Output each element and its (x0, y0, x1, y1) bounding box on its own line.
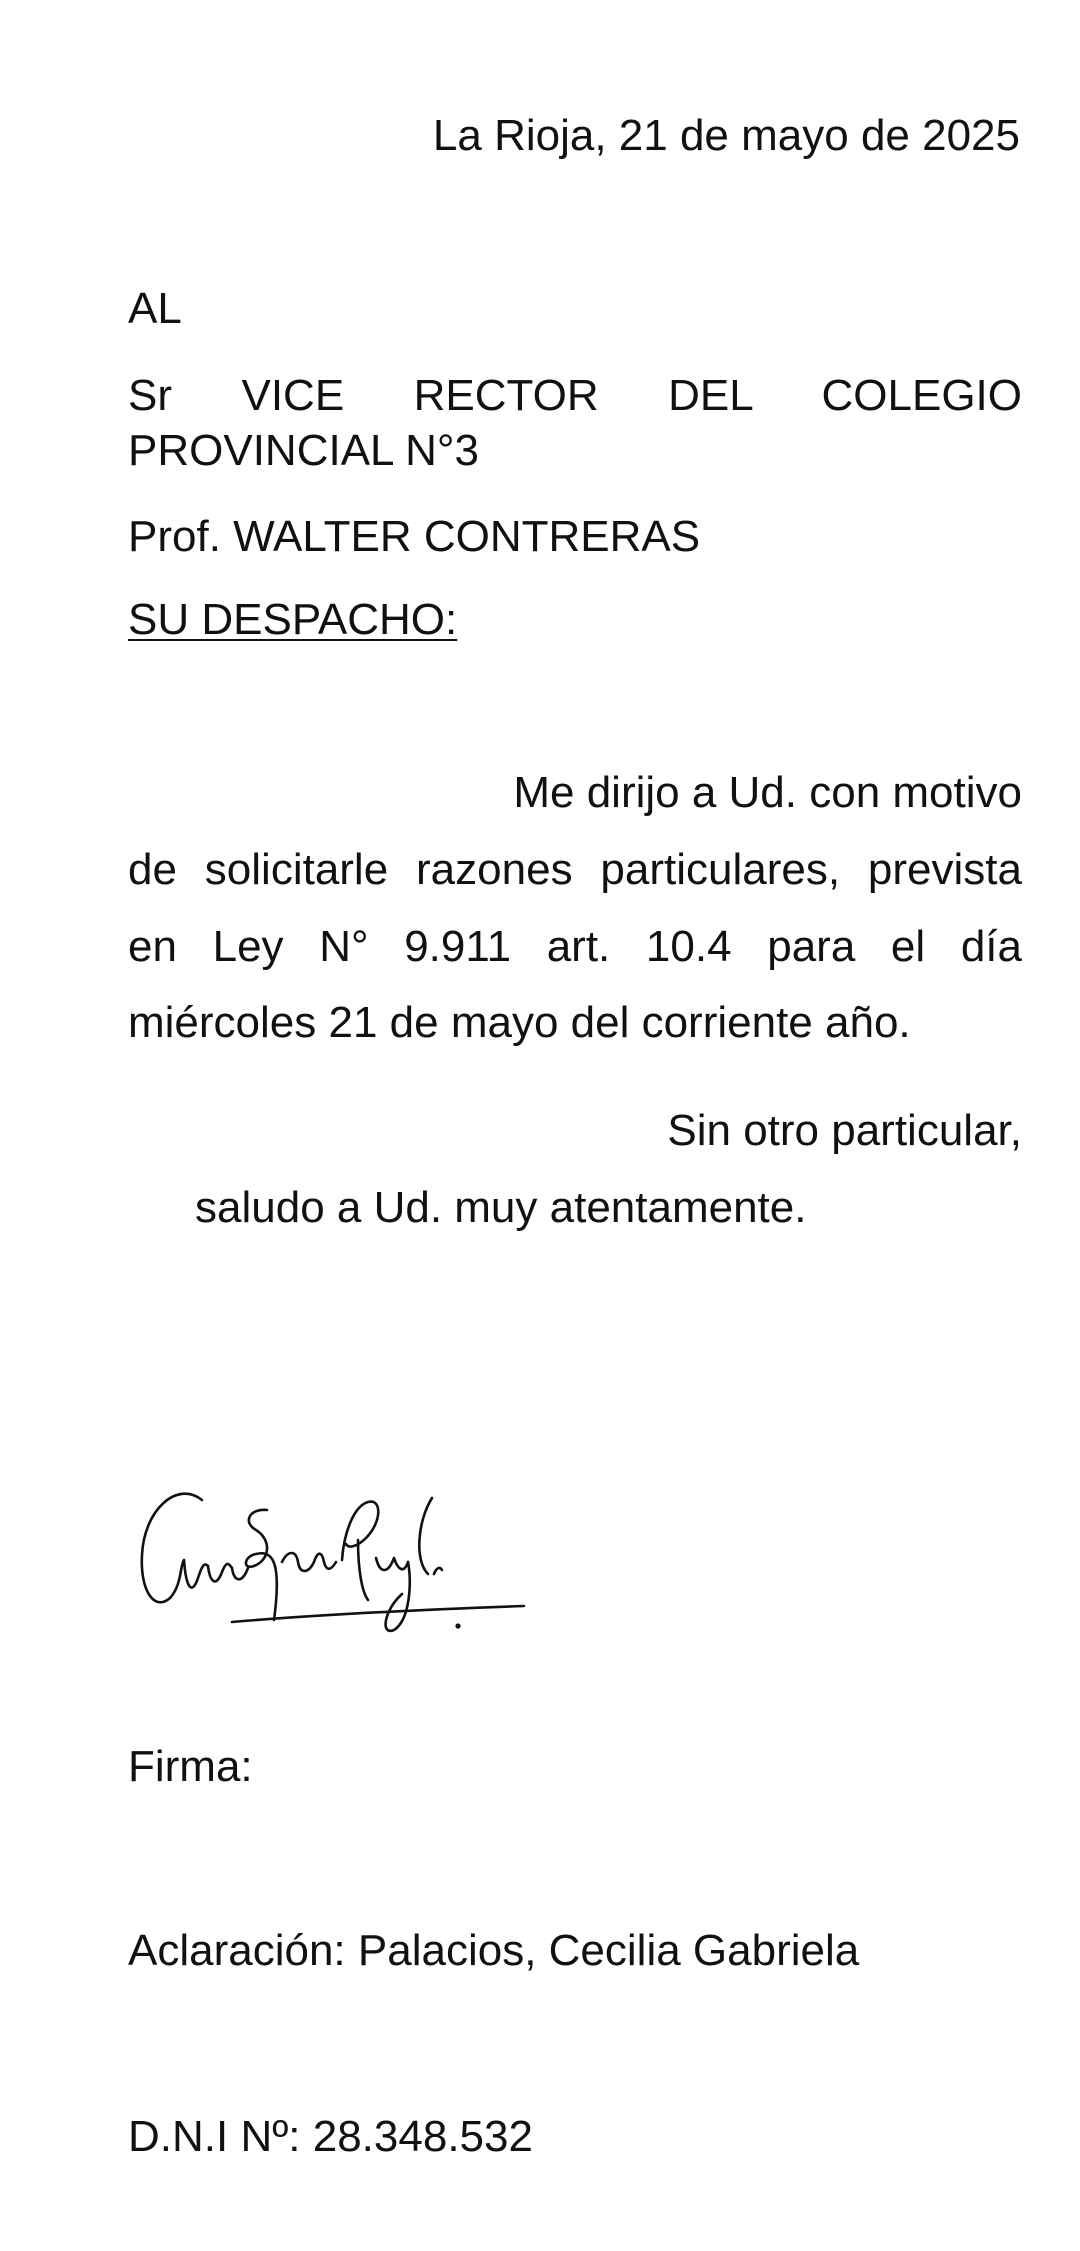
letter-date: La Rioja, 21 de mayo de 2025 (432, 111, 1020, 160)
recipient-title-line-2: PROVINCIAL N°3 (128, 426, 479, 475)
body-line-2: de solicitarle razones particulares, prevista (128, 845, 1022, 894)
recipient-despacho: SU DESPACHO: (128, 595, 458, 644)
closing-line-2: saludo a Ud. muy atentamente. (195, 1183, 807, 1232)
recipient-name: Prof. WALTER CONTRERAS (128, 512, 701, 561)
firma-label: Firma: (128, 1742, 253, 1791)
aclaracion-line: Aclaración: Palacios, Cecilia Gabriela (128, 1926, 860, 1975)
body-line-4: miércoles 21 de mayo del corriente año. (128, 998, 911, 1047)
body-line-3: en Ley N° 9.911 art. 10.4 para el día (128, 922, 1022, 971)
recipient-al: AL (128, 284, 182, 333)
closing-line-1: Sin otro particular, (667, 1106, 1022, 1155)
recipient-title-line-1: Sr VICE RECTOR DEL COLEGIO (128, 371, 1022, 420)
signature-icon (132, 1470, 532, 1660)
body-line-1: Me dirijo a Ud. con motivo (513, 768, 1022, 817)
dni-line: D.N.I Nº: 28.348.532 (128, 2112, 533, 2161)
